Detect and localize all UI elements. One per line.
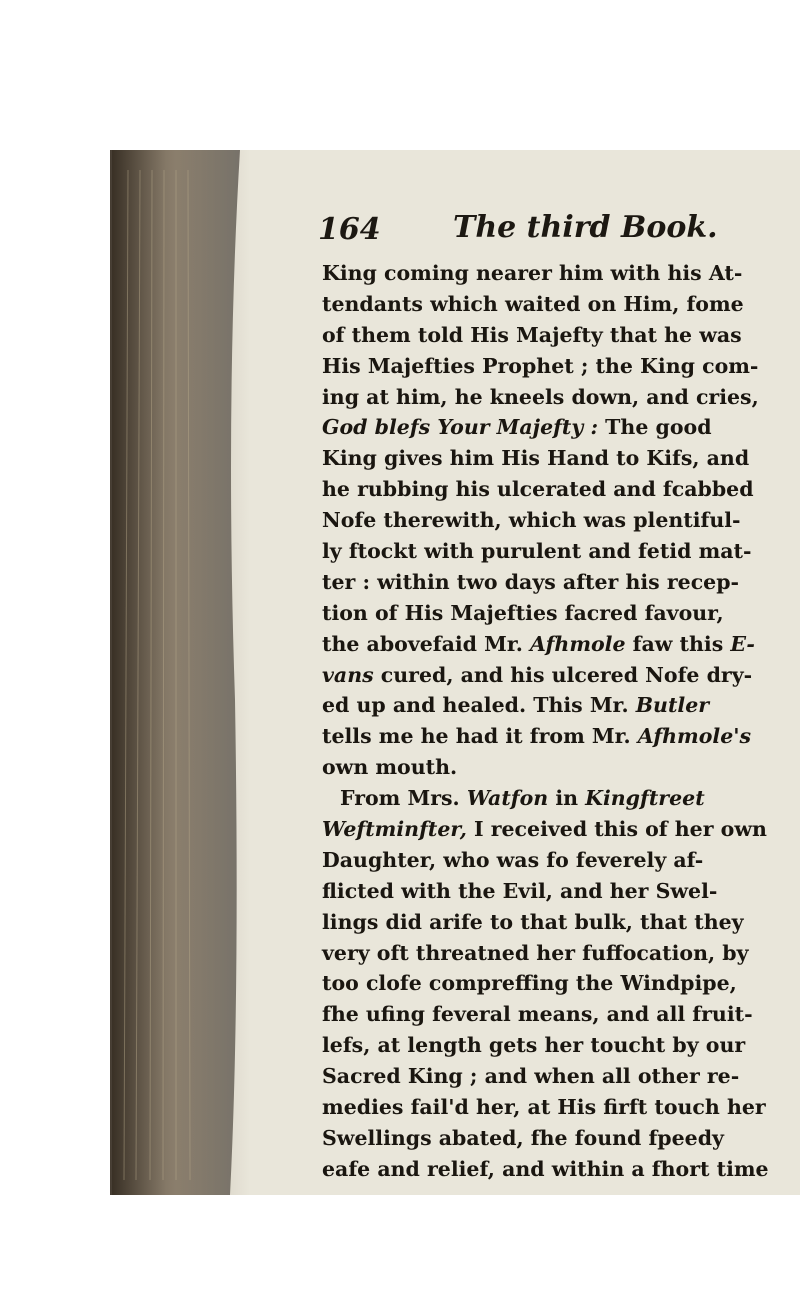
- text-line: [322, 351, 759, 382]
- text-run: From Mrs.: [340, 786, 467, 811]
- italic-run: Afhmole: [530, 631, 626, 656]
- text-run: lefs, at length gets her toucht by our: [322, 1033, 746, 1058]
- text-line: [322, 690, 752, 721]
- text-line: [322, 382, 759, 413]
- text-line: [322, 474, 752, 505]
- text-run: Daughter, who was fo feverely af-: [322, 847, 704, 872]
- text-line: [322, 752, 752, 783]
- text-run: cured, and his ulcered Nofe dry-: [373, 662, 753, 687]
- text-line: [322, 999, 752, 1030]
- page-number: 164: [318, 212, 381, 247]
- text-run: ed up and healed. This Mr.: [322, 693, 636, 718]
- text-run: lings did arife to that bulk, that they: [322, 909, 744, 934]
- text-run: ly ftockt with purulent and fetid mat-: [322, 539, 752, 564]
- text-line: [322, 320, 752, 351]
- text-run: The good: [598, 415, 712, 440]
- text-line: [322, 598, 752, 629]
- text-line: [322, 536, 752, 567]
- text-line: [322, 1092, 766, 1123]
- running-head: The third Book.: [453, 210, 718, 245]
- text-run: I received this of her own: [466, 817, 767, 842]
- text-run: the abovefaid Mr.: [322, 631, 531, 656]
- gutter-shadow: [110, 150, 250, 1195]
- text-run: medies fail'd her, at His firft touch her: [322, 1095, 766, 1120]
- text-run: ter : within two days after his recep-: [322, 569, 740, 594]
- text-run: King gives him His Hand to Kifs, and: [322, 446, 750, 471]
- text-line: [322, 814, 767, 845]
- text-line: [322, 721, 752, 752]
- text-line: [322, 783, 752, 814]
- text-run: fhe ufing feveral means, and all fruit-: [322, 1002, 753, 1027]
- italic-run: vans: [322, 662, 374, 687]
- text-run: of them told His Majefty that he was: [322, 322, 742, 347]
- body-text: [322, 258, 769, 1216]
- text-run: tells me he had it from Mr.: [322, 724, 638, 749]
- text-line: [322, 505, 752, 536]
- text-run: he rubbing his ulcerated and fcabbed: [322, 477, 754, 502]
- italic-run: Kingftreet: [585, 786, 705, 811]
- text-line: [322, 660, 752, 691]
- text-line: [322, 1030, 752, 1061]
- italic-run: Weftminfter,: [322, 817, 467, 842]
- text-run: Swellings abated, fhe found fpeedy: [322, 1125, 724, 1150]
- text-run: King coming nearer him with his At-: [322, 261, 743, 285]
- italic-run: Watfon: [466, 786, 549, 811]
- text-line: [322, 938, 752, 969]
- text-line: [322, 1061, 752, 1092]
- text-run: Sacred King ; and when all other re-: [322, 1064, 740, 1089]
- text-run: own mouth.: [322, 755, 458, 780]
- page-bottom-margin: [110, 1195, 800, 1310]
- italic-run: God blefs Your Majefty :: [322, 415, 599, 440]
- text-run: His Majefties Prophet ; the King com-: [322, 353, 759, 378]
- text-run: flicted with the Evil, and her Swel-: [322, 878, 718, 903]
- text-run: in: [548, 786, 586, 811]
- italic-run: Afhmole's: [637, 724, 752, 749]
- page-header: [318, 212, 738, 262]
- text-line: [322, 876, 752, 907]
- text-run: tion of His Majefties facred favour,: [322, 600, 724, 625]
- text-line: [322, 443, 752, 474]
- text-run: Nofe therewith, which was plentiful-: [322, 508, 741, 533]
- text-line: [322, 907, 752, 938]
- text-line: [322, 567, 752, 598]
- text-line: [322, 289, 752, 320]
- text-run: too clofe compreffing the Windpipe,: [322, 971, 737, 996]
- text-run: tendants which waited on Him, fome: [322, 291, 744, 316]
- text-run: ing at him, he kneels down, and cries,: [322, 384, 759, 409]
- text-line: [322, 1123, 752, 1154]
- text-run: faw this: [625, 631, 731, 656]
- text-line: [322, 629, 755, 660]
- text-line: [322, 968, 752, 999]
- text-line: [322, 845, 752, 876]
- italic-run: E-: [730, 631, 755, 656]
- text-line: [322, 258, 752, 289]
- text-run: eafe and relief, and within a fhort time: [322, 1156, 769, 1181]
- text-line: [322, 1154, 769, 1185]
- italic-run: Butler: [635, 693, 710, 718]
- text-line: [322, 412, 752, 443]
- text-run: very oft threatned her fuffocation, by: [322, 940, 749, 965]
